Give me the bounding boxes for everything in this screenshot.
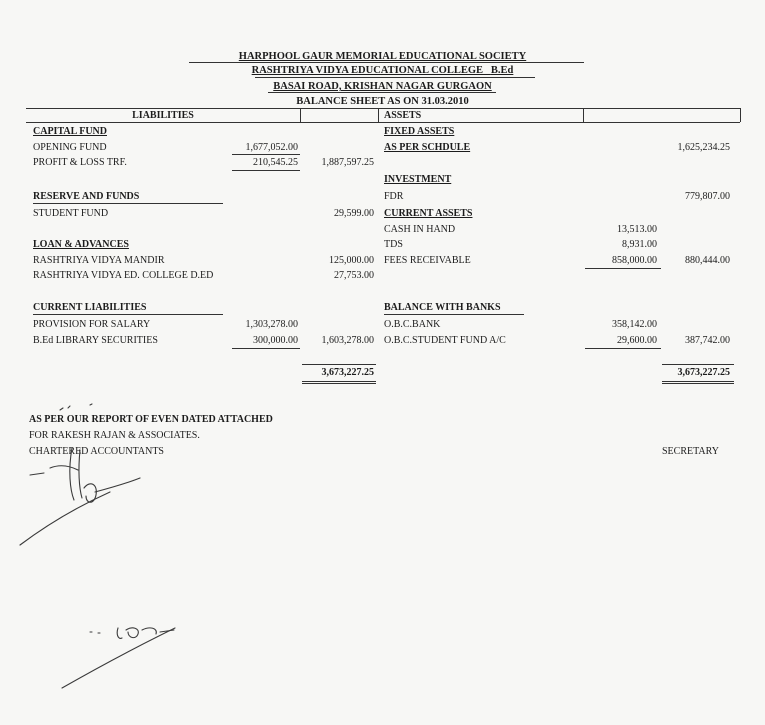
college-name: RASHTRIYA VIDYA EDUCATIONAL COLLEGE B.Ed bbox=[251, 65, 514, 76]
firm-designation: CHARTERED ACCOUNTANTS bbox=[29, 446, 164, 457]
as-per-schedule-label: AS PER SCHDULE bbox=[384, 142, 471, 153]
banks-total: 387,742.00 bbox=[685, 335, 730, 346]
report-note: AS PER OUR REPORT OF EVEN DATED ATTACHED bbox=[29, 414, 273, 425]
obc-student-amount: 29,600.00 bbox=[617, 335, 657, 346]
liabilities-header: LIABILITIES bbox=[132, 110, 194, 121]
accountant-signature bbox=[20, 404, 140, 545]
ded-label: RASHTRIYA VIDYA ED. COLLEGE D.ED bbox=[33, 270, 214, 281]
fees-amount: 858,000.00 bbox=[612, 255, 657, 266]
liabilities-grand-total: 3,673,227.25 bbox=[321, 367, 374, 378]
secretary-signature bbox=[62, 628, 175, 688]
investment-heading: INVESTMENT bbox=[384, 174, 452, 185]
fdr-total: 779,807.00 bbox=[685, 191, 730, 202]
balance-sheet-title: BALANCE SHEET AS ON 31.03.2010 bbox=[296, 96, 469, 107]
salary-label: PROVISION FOR SALARY bbox=[33, 319, 151, 330]
obc-bank-amount: 358,142.00 bbox=[612, 319, 657, 330]
salary-amount: 1,303,278.00 bbox=[245, 319, 298, 330]
opening-fund-amount: 1,677,052.00 bbox=[245, 142, 298, 153]
obc-bank-label: O.B.C.BANK bbox=[384, 319, 441, 330]
cash-label: CASH IN HAND bbox=[384, 224, 456, 235]
capital-fund-total: 1,887,597.25 bbox=[321, 157, 374, 168]
reserve-heading: RESERVE AND FUNDS bbox=[33, 191, 140, 202]
society-name: HARPHOOL GAUR MEMORIAL EDUCATIONAL SOCIETY bbox=[238, 51, 527, 62]
firm-name: FOR RAKESH RAJAN & ASSOCIATES. bbox=[29, 430, 200, 441]
tds-label: TDS bbox=[384, 239, 403, 250]
fixed-assets-heading: FIXED ASSETS bbox=[384, 126, 455, 137]
fdr-label: FDR bbox=[384, 191, 404, 202]
mandir-label: RASHTRIYA VIDYA MANDIR bbox=[33, 255, 165, 266]
capital-fund-heading: CAPITAL FUND bbox=[33, 126, 107, 137]
assets-grand-total: 3,673,227.25 bbox=[677, 367, 730, 378]
library-amount: 300,000.00 bbox=[253, 335, 298, 346]
assets-header: ASSETS bbox=[384, 110, 422, 121]
tds-amount: 8,931.00 bbox=[622, 239, 657, 250]
profit-loss-label: PROFIT & LOSS TRF. bbox=[33, 157, 127, 168]
loans-heading: LOAN & ADVANCES bbox=[33, 239, 129, 250]
ded-total: 27,753.00 bbox=[334, 270, 374, 281]
library-label: B.Ed LIBRARY SECURITIES bbox=[33, 335, 158, 346]
fees-label: FEES RECEIVABLE bbox=[384, 255, 471, 266]
banks-heading: BALANCE WITH BANKS bbox=[384, 302, 501, 313]
secretary-label: SECRETARY bbox=[662, 446, 719, 457]
mandir-total: 125,000.00 bbox=[329, 255, 374, 266]
student-fund-label: STUDENT FUND bbox=[33, 208, 109, 219]
college-address: BASAI ROAD, KRISHAN NAGAR GURGAON bbox=[273, 81, 492, 92]
profit-loss-amount: 210,545.25 bbox=[253, 157, 298, 168]
student-fund-total: 29,599.00 bbox=[334, 208, 374, 219]
current-liabilities-total: 1,603,278.00 bbox=[321, 335, 374, 346]
current-assets-heading: CURRENT ASSETS bbox=[384, 208, 473, 219]
cash-amount: 13,513.00 bbox=[617, 224, 657, 235]
opening-fund-label: OPENING FUND bbox=[33, 142, 107, 153]
fixed-assets-total: 1,625,234.25 bbox=[677, 142, 730, 153]
obc-student-label: O.B.C.STUDENT FUND A/C bbox=[384, 335, 506, 346]
current-liabilities-heading: CURRENT LIABILITIES bbox=[33, 302, 147, 313]
current-assets-total: 880,444.00 bbox=[685, 255, 730, 266]
